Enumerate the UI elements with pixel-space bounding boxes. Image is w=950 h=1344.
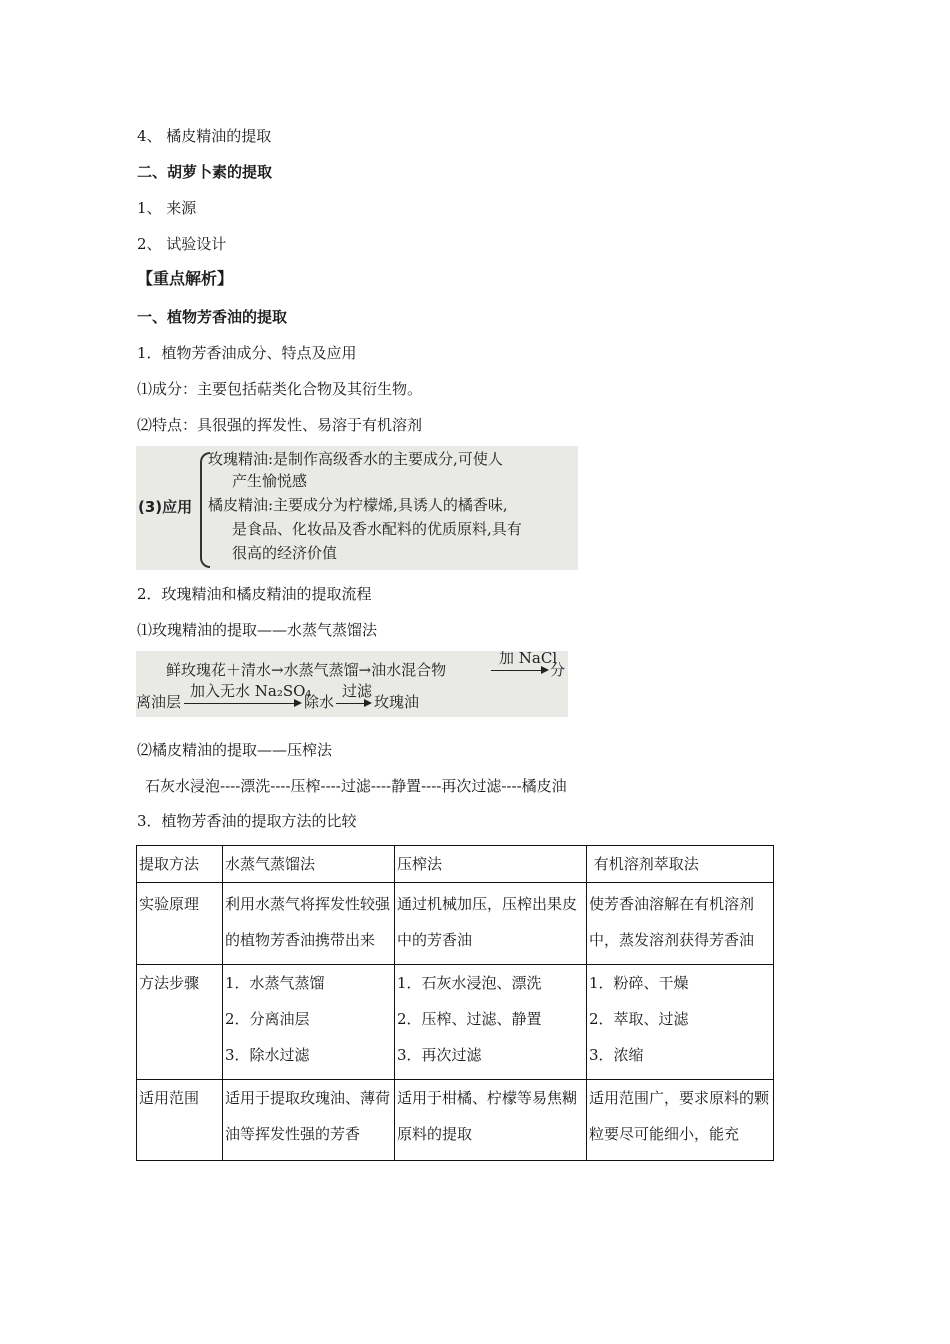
table-row: [137, 965, 774, 1080]
step-item: 3．浓缩: [589, 1046, 644, 1064]
text-line-rose-oil-method: ⑴玫瑰精油的提取——水蒸气蒸馏法: [137, 621, 378, 639]
table-cell: 通过机械加压，压榨出果皮中的芳香油: [395, 883, 587, 965]
text-line-orange-oil-method: ⑵橘皮精油的提取——压榨法: [137, 741, 333, 759]
table-row-label: 实验原理: [137, 883, 223, 965]
text-line-source: 1、 来源: [137, 199, 197, 217]
table-header-cell: 提取方法: [137, 846, 223, 883]
text-line-experiment-design: 2、 试验设计: [137, 235, 227, 253]
flow-row-2-mid: 除水: [304, 693, 335, 711]
table-header-cell: 水蒸气蒸馏法: [223, 846, 395, 883]
table-cell: 适用于柑橘、柠檬等易焦糊原料的提取: [395, 1080, 587, 1161]
step-item: 2．萃取、过滤: [589, 1010, 689, 1028]
section-heading-key-analysis: 【重点解析】: [137, 269, 234, 288]
application-scan-box: [136, 446, 578, 570]
step-item: 1．水蒸气蒸馏: [225, 974, 325, 992]
rose-oil-line-2: 产生愉悦感: [232, 472, 308, 490]
table-cell: 利用水蒸气将挥发性较强的植物芳香油携带出来: [223, 883, 395, 965]
application-label: (3)应用: [138, 498, 193, 516]
text-line-features: ⑵特点：具很强的挥发性、易溶于有机溶剂: [137, 416, 423, 434]
flow-row-2-end: 玫瑰油: [374, 693, 420, 711]
flow-row-1: 鲜玫瑰花＋清水→水蒸气蒸馏→油水混合物: [166, 661, 447, 679]
table-header-cell: 有机溶剂萃取法: [587, 846, 774, 883]
flow-arrowhead-3: [364, 699, 372, 707]
text-line-orange-oil-steps: 石灰水浸泡----漂洗----压榨----过滤----静置----再次过滤----橘皮油: [145, 777, 567, 795]
table-cell: [223, 965, 395, 1080]
flow-arrow-2: [184, 703, 296, 704]
orange-oil-line-1: 橘皮精油:主要成分为柠檬烯,具诱人的橘香味,: [208, 496, 508, 514]
step-item: 2．压榨、过滤、静置: [397, 1010, 542, 1028]
step-item: 2．分离油层: [225, 1010, 310, 1028]
step-item: 1．粉碎、干燥: [589, 974, 689, 992]
text-line-orange-oil-extraction: 4、 橘皮精油的提取: [137, 127, 272, 145]
text-line-composition: ⑴成分：主要包括萜类化合物及其衍生物。: [137, 380, 423, 398]
flow-scan-box: [136, 651, 568, 717]
step-item: 3．再次过滤: [397, 1046, 482, 1064]
flow-arrowhead-1: [541, 666, 549, 674]
orange-oil-line-3: 很高的经济价值: [232, 544, 338, 562]
flow-arrow-label-na2so4: 加入无水 Na₂SO₄: [190, 682, 312, 700]
text-line-components: 1．植物芳香油成分、特点及应用: [137, 344, 357, 362]
flow-arrow-label-nacl: 加 NaCl: [499, 651, 558, 667]
step-item: 3．除水过滤: [225, 1046, 310, 1064]
table-row: [137, 1080, 774, 1161]
orange-oil-line-2: 是食品、化妆品及香水配料的优质原料,具有: [232, 520, 522, 538]
text-line-method-comparison: 3．植物芳香油的提取方法的比较: [137, 812, 357, 830]
rose-oil-line-1: 玫瑰精油:是制作高级香水的主要成分,可使人: [208, 450, 503, 468]
text-line-extraction-flow: 2．玫瑰精油和橘皮精油的提取流程: [137, 585, 372, 603]
table-header-cell: 压榨法: [395, 846, 587, 883]
table-row-label: 方法步骤: [137, 965, 223, 1080]
section-heading-aromatic-oil: 一、植物芳香油的提取: [137, 308, 288, 326]
table-cell: 使芳香油溶解在有机溶剂中，蒸发溶剂获得芳香油: [587, 883, 774, 965]
flow-arrowhead-2: [294, 699, 302, 707]
table-cell: [395, 965, 587, 1080]
flow-arrow-1: [491, 670, 543, 671]
table-cell: 适用于提取玫瑰油、薄荷油等挥发性强的芳香: [223, 1080, 395, 1161]
table-row-label: 适用范围: [137, 1080, 223, 1161]
table-row: [137, 883, 774, 965]
table-cell: [587, 965, 774, 1080]
flow-arrow-label-filter: 过滤: [342, 682, 373, 700]
flow-row-1-end: 分: [550, 661, 566, 679]
table-header-row: [137, 846, 774, 883]
step-item: 1．石灰水浸泡、漂洗: [397, 974, 542, 992]
table-cell: 适用范围广，要求原料的颗粒要尽可能细小，能充: [587, 1080, 774, 1161]
section-heading-carotene: 二、胡萝卜素的提取: [137, 163, 273, 181]
flow-row-2-start: 离油层: [136, 693, 182, 711]
comparison-table: [136, 845, 774, 1161]
